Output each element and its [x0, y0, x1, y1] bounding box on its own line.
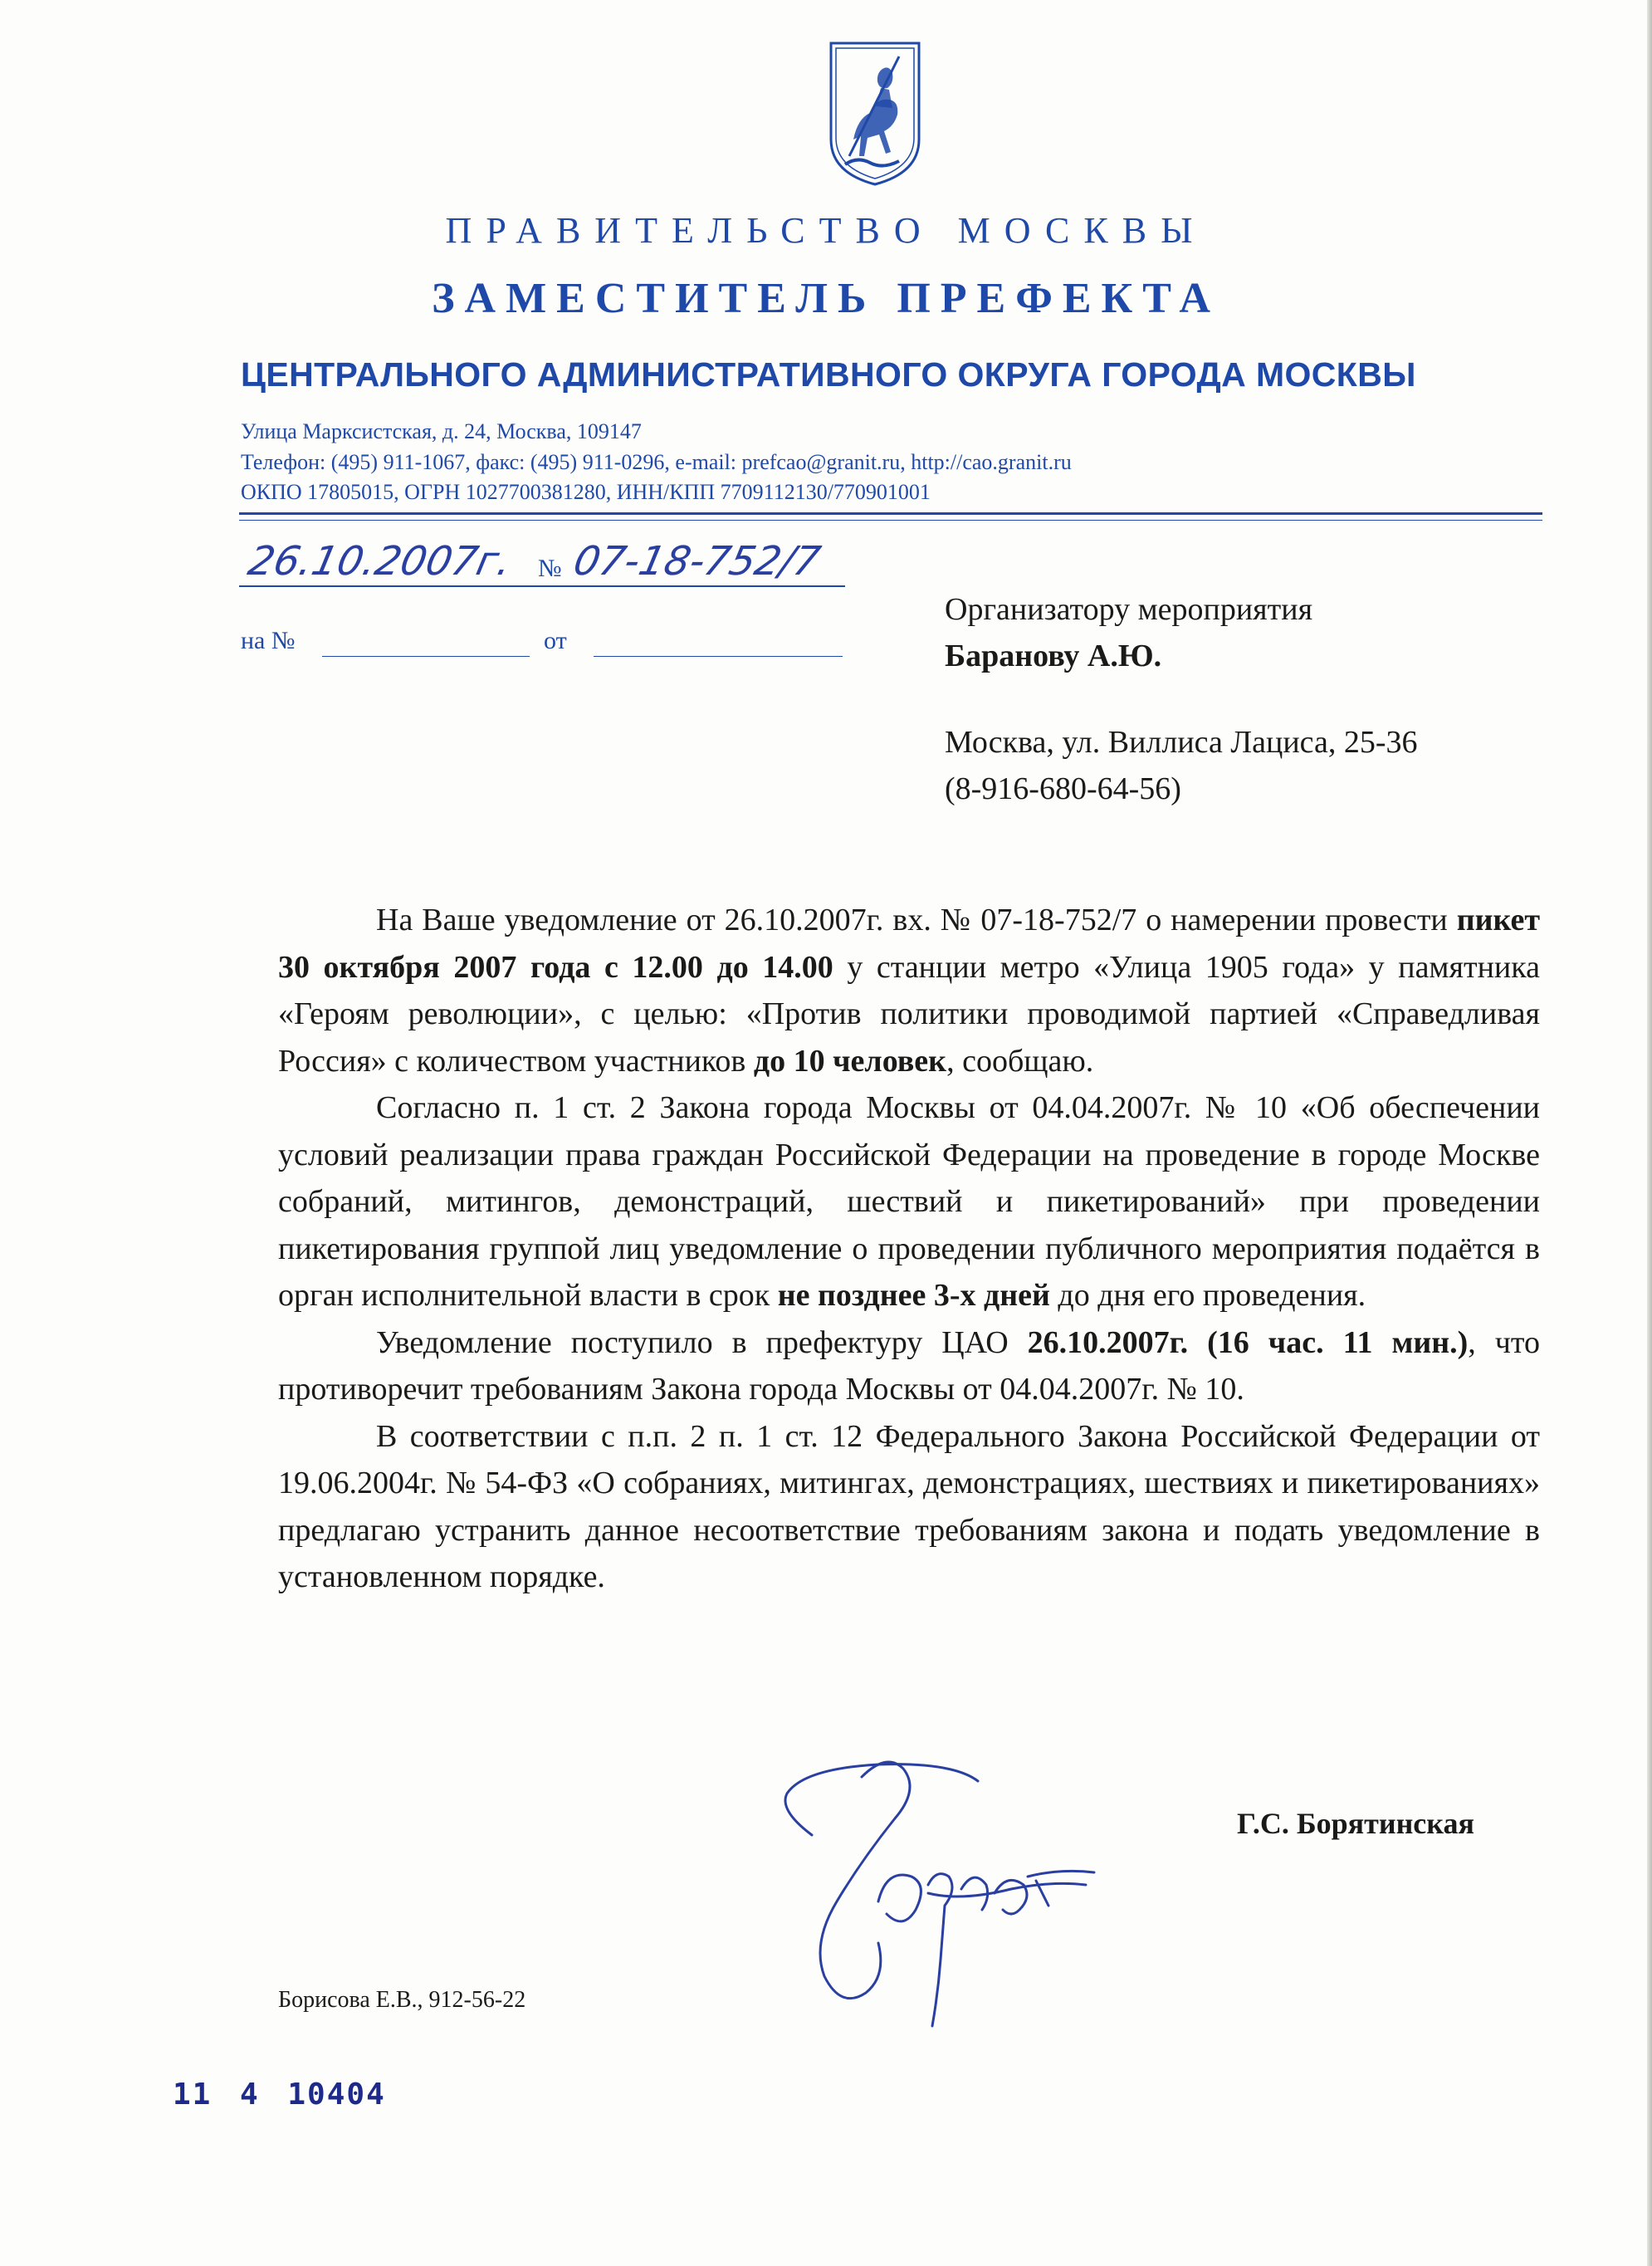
dept-title: ЗАМЕСТИТЕЛЬ ПРЕФЕКТА: [432, 275, 1220, 322]
body-text: , что противоречит требованиям Закона города Москвы от 04.04.2007г. № 10.: [278, 1324, 1541, 1407]
reference-from-label: от: [544, 627, 567, 654]
registration-date: 26.10.2007г.: [244, 538, 516, 585]
org-contacts: Телефон: (495) 911-1067, факс: (495) 911-0296, e-mail: prefcao@granit.ru, http://cao.granit.ru: [241, 450, 1072, 474]
org-codes: ОКПО 17805015, ОГРН 1027700381280, ИНН/КПП 7709112130/770901001: [241, 480, 931, 504]
body-paragraph: [278, 1319, 1540, 1413]
org-address: Улица Марксистская, д. 24, Москва, 109147: [241, 419, 642, 443]
reference-date-blank: [594, 656, 843, 657]
addressee-name: Баранову А.Ю.: [945, 639, 1162, 673]
body-bold-text: 26.10.2007г. (16 час. 11 мин.): [1027, 1324, 1469, 1360]
body-text: до дня его проведения.: [1049, 1278, 1366, 1313]
document-stamp-number: 11 4 10404: [173, 2078, 386, 2112]
scan-edge: [1647, 0, 1652, 2266]
registration-underline: [239, 585, 845, 587]
reference-number-blank: [322, 656, 530, 657]
handwritten-signature: [762, 1744, 1111, 2059]
contact-person: Борисова Е.В., 912-56-22: [278, 1987, 526, 2013]
body-paragraph: В соответствии с п.п. 2 п. 1 ст. 12 Федерального Закона Российской Федерации от 19.06.2004г. № 54-ФЗ «О собраниях, митингах, демонстрациях, шествиях и пикетированиях» предлагаю устранить данное несоответствие требованиям закона и подать уведомление в установленном порядке.: [278, 1418, 1540, 1594]
addressee-address: Москва, ул. Виллиса Лациса, 25-36: [945, 725, 1418, 760]
addressee-role: Организатору мероприятия: [945, 592, 1313, 627]
moscow-coat-of-arms-icon: [824, 40, 926, 188]
registration-number-label: №: [538, 555, 562, 582]
body-text: у станции метро «Улица 1905 года» у памятника «Героям революции», с целью: «Против политики проводимой партией «Справедливая Россия» с количеством участников: [278, 949, 1540, 1079]
body-bold-text: до 10 человек: [753, 1043, 947, 1079]
body-paragraph: [278, 1084, 1540, 1319]
body-bold-text: не позднее 3-х дней: [777, 1278, 1050, 1313]
signer-name: Г.С. Борятинская: [1237, 1807, 1474, 1840]
body-text: Уведомление поступило в префектуру ЦАО: [376, 1324, 1028, 1360]
addressee-phone: (8-916-680-64-56): [945, 771, 1181, 806]
header-rule: [239, 512, 1542, 515]
body-paragraph: [278, 897, 1540, 1084]
body-text: Согласно п. 1 ст. 2 Закона города Москвы от 04.04.2007г. № 10 «Об обеспечении условий реализации права граждан Российской Федерации на проведение в городе Москве собраний, митингов, демонстраций, шествий и пикетирований» при проведении пикетирования группой лиц уведомление о проведении публичного мероприятия подаётся в орган исполнительной власти в срок: [278, 1090, 1540, 1313]
reference-number-label: на №: [241, 627, 296, 654]
district-title: ЦЕНТРАЛЬНОГО АДМИНИСТРАТИВНОГО ОКРУГА ГОРОДА МОСКВЫ: [241, 355, 1416, 394]
org-name: ПРАВИТЕЛЬСТВО МОСКВЫ: [445, 210, 1207, 251]
body-bold-text: пикет 30 октября 2007 года с 12.00 до 14.00: [278, 903, 1540, 985]
registration-number: 07-18-752/7: [569, 538, 825, 585]
header-rule-thin: [239, 520, 1542, 521]
body-text: На Ваше уведомление от 26.10.2007г. вх. № 07-18-752/7 о намерении провести: [376, 903, 1457, 937]
letter-body: [278, 897, 1540, 1601]
body-text: , сообщаю.: [946, 1043, 1094, 1079]
